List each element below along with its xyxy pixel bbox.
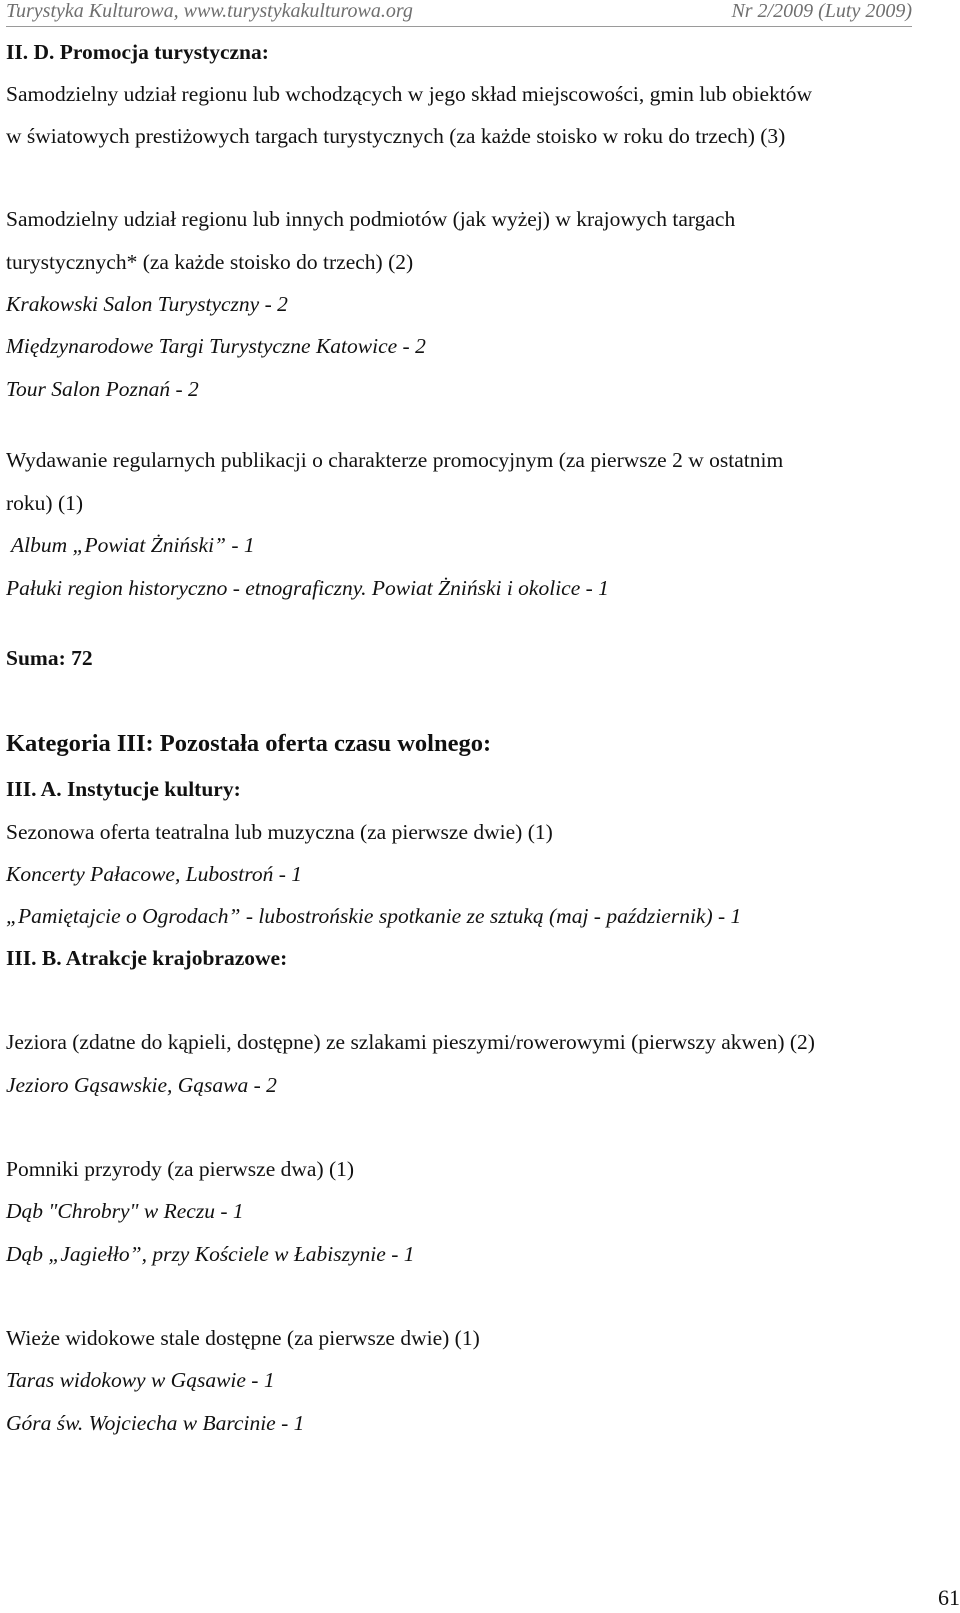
paragraph-line: Wydawanie regularnych publikacji o charakterze promocyjnym (za pierwsze 2 w ostatnim [6, 448, 784, 472]
list-item: Krakowski Salon Turystyczny - 2 [6, 292, 288, 316]
list-item: Dąb "Chrobry" w Reczu - 1 [6, 1199, 244, 1223]
sum-total: Suma: 72 [6, 646, 93, 670]
category-heading: Kategoria III: Pozostała oferta czasu wolnego: [6, 730, 492, 757]
list-item: Jezioro Gąsawskie, Gąsawa - 2 [6, 1073, 277, 1097]
list-item: Taras widokowy w Gąsawie - 1 [6, 1368, 275, 1392]
section-heading-iiib: III. B. Atrakcje krajobrazowe: [6, 946, 288, 970]
list-item: Album „Powiat Żniński” - 1 [6, 533, 255, 557]
paragraph-line: Jeziora (zdatne do kąpieli, dostępne) ze szlakami pieszymi/rowerowymi (pierwszy akwen) (2) [6, 1030, 815, 1054]
paragraph-line: Samodzielny udział regionu lub innych podmiotów (jak wyżej) w krajowych targach [6, 207, 736, 231]
running-header [6, 0, 912, 27]
paragraph-line: turystycznych* (za każde stoisko do trzech) (2) [6, 250, 414, 274]
paragraph-line: Samodzielny udział regionu lub wchodzących w jego skład miejscowości, gmin lub obiektów [6, 82, 813, 106]
list-item: „Pamiętajcie o Ogrodach” - lubostrońskie spotkanie ze sztuką (maj - październik) - 1 [6, 904, 742, 928]
issue-number: Nr 2/2009 (Luty 2009) [731, 0, 912, 22]
paragraph-line: w światowych prestiżowych targach turystycznych (za każde stoisko w roku do trzech) (3) [6, 124, 786, 148]
list-item: Dąb „Jagiełło”, przy Kościele w Łabiszynie - 1 [6, 1242, 415, 1266]
list-item: Tour Salon Poznań - 2 [6, 377, 199, 401]
paragraph-line: Pomniki przyrody (za pierwsze dwa) (1) [6, 1157, 355, 1181]
list-item: Koncerty Pałacowe, Lubostroń - 1 [6, 862, 302, 886]
section-heading-iid: II. D. Promocja turystyczna: [6, 40, 269, 64]
journal-title: Turystyka Kulturowa, www.turystykakulturowa.org [6, 0, 413, 22]
list-item: Góra św. Wojciecha w Barcinie - 1 [6, 1411, 305, 1435]
list-item: Pałuki region historyczno - etnograficzny. Powiat Żniński i okolice - 1 [6, 576, 609, 600]
paragraph-line: roku) (1) [6, 491, 84, 515]
list-item: Międzynarodowe Targi Turystyczne Katowice - 2 [6, 334, 426, 358]
section-heading-iiia: III. A. Instytucje kultury: [6, 777, 241, 801]
page-number: 61 [938, 1585, 960, 1610]
paragraph-line: Wieże widokowe stale dostępne (za pierwsze dwie) (1) [6, 1326, 480, 1350]
paragraph-line: Sezonowa oferta teatralna lub muzyczna (za pierwsze dwie) (1) [6, 820, 553, 844]
